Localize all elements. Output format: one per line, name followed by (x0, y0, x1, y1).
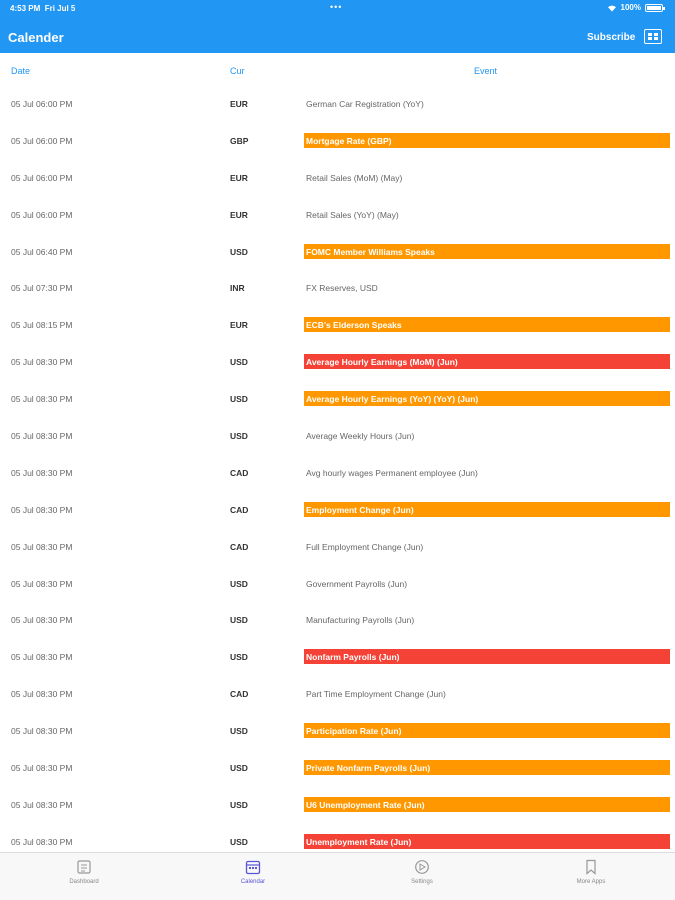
row-date: 05 Jul 07:30 PM (11, 283, 73, 294)
battery-icon (645, 4, 663, 12)
row-event: Average Weekly Hours (Jun) (306, 431, 415, 442)
table-row[interactable] (0, 122, 675, 159)
row-currency: EUR (230, 320, 248, 331)
row-event-highlight: Unemployment Rate (Jun) (304, 834, 670, 849)
tab-label: More Apps (576, 879, 606, 885)
row-currency: USD (230, 431, 248, 442)
row-event: Government Payrolls (Jun) (306, 578, 408, 589)
header-date[interactable]: Date (11, 66, 31, 76)
row-currency: CAD (230, 689, 249, 700)
row-date: 05 Jul 08:30 PM (11, 799, 73, 810)
table-row[interactable] (0, 638, 675, 675)
status-date: Fri Jul 5 (44, 4, 76, 13)
row-event: Manufacturing Payrolls (Jun) (306, 615, 415, 626)
row-currency: USD (230, 726, 248, 737)
row-date: 05 Jul 08:30 PM (11, 615, 73, 626)
table-row[interactable] (0, 565, 675, 602)
table-row[interactable] (0, 233, 675, 270)
row-event-highlight: Average Hourly Earnings (MoM) (Jun) (304, 354, 670, 369)
row-currency: USD (230, 246, 248, 257)
row-event: Avg hourly wages Permanent employee (Jun) (306, 467, 478, 478)
table-row[interactable] (0, 528, 675, 565)
row-date: 05 Jul 08:30 PM (11, 726, 73, 737)
row-date: 05 Jul 06:00 PM (11, 99, 73, 109)
row-event: Full Employment Change (Jun) (306, 541, 424, 552)
row-event: German Car Registration (YoY) (306, 99, 424, 109)
row-currency: EUR (230, 209, 248, 220)
event-list (0, 85, 675, 860)
tab-dashboard[interactable] (44, 853, 124, 900)
row-event-highlight: Employment Change (Jun) (304, 502, 670, 517)
table-row[interactable] (0, 491, 675, 528)
page-title: Calender (8, 30, 64, 45)
table-row[interactable] (0, 306, 675, 343)
calendar-add-icon[interactable] (644, 29, 662, 44)
row-currency: CAD (230, 467, 249, 478)
dashboard-icon (76, 859, 92, 875)
settings-icon (414, 859, 430, 875)
tab-more-apps[interactable] (551, 853, 631, 900)
row-currency: USD (230, 615, 248, 626)
table-row[interactable] (0, 601, 675, 638)
table-row[interactable] (0, 675, 675, 712)
row-event-highlight: ECB's Elderson Speaks (304, 317, 670, 332)
row-date: 05 Jul 08:30 PM (11, 431, 73, 442)
row-event-highlight: Private Nonfarm Payrolls (Jun) (304, 760, 670, 775)
table-row[interactable] (0, 343, 675, 380)
row-event-highlight: Average Hourly Earnings (YoY) (YoY) (Jun) (304, 391, 670, 406)
row-date: 05 Jul 08:30 PM (11, 504, 73, 515)
row-date: 05 Jul 08:30 PM (11, 541, 73, 552)
tab-label: Settings (411, 879, 433, 885)
row-currency: EUR (230, 99, 248, 109)
row-currency: USD (230, 652, 248, 663)
tab-calendar[interactable] (213, 853, 293, 900)
subscribe-button[interactable]: Subscribe (587, 32, 636, 43)
bookmark-icon (583, 859, 599, 875)
row-event: Part Time Employment Change (Jun) (306, 689, 446, 700)
row-currency: USD (230, 836, 248, 847)
row-currency: USD (230, 357, 248, 368)
table-row[interactable] (0, 269, 675, 306)
row-event-highlight: U6 Unemployment Rate (Jun) (304, 797, 670, 812)
table-row[interactable] (0, 417, 675, 454)
status-clock: 4:53 PM (10, 4, 41, 13)
row-currency: INR (230, 283, 245, 294)
row-event-highlight: Participation Rate (Jun) (304, 723, 670, 738)
status-right (607, 3, 663, 12)
row-date: 05 Jul 08:30 PM (11, 763, 73, 774)
row-date: 05 Jul 06:00 PM (11, 172, 73, 183)
row-date: 05 Jul 06:00 PM (11, 209, 73, 220)
table-row[interactable] (0, 749, 675, 786)
top-bar (0, 0, 675, 53)
row-currency: EUR (230, 172, 248, 183)
row-date: 05 Jul 06:40 PM (11, 246, 73, 257)
multitask-dots[interactable]: ••• (330, 2, 343, 12)
table-row[interactable] (0, 454, 675, 491)
row-currency: USD (230, 394, 248, 405)
tab-bar (0, 852, 675, 900)
table-row[interactable] (0, 712, 675, 749)
row-event: Retail Sales (YoY) (May) (306, 209, 399, 220)
wifi-icon (607, 4, 617, 12)
row-date: 05 Jul 08:30 PM (11, 836, 73, 847)
row-date: 05 Jul 08:30 PM (11, 689, 73, 700)
row-currency: CAD (230, 541, 249, 552)
row-event-highlight: Mortgage Rate (GBP) (304, 133, 670, 148)
status-bar (0, 0, 675, 16)
table-row[interactable] (0, 786, 675, 823)
calendar-icon (245, 859, 261, 875)
tab-settings[interactable] (382, 853, 462, 900)
tab-label: Calendar (240, 879, 266, 885)
row-currency: USD (230, 763, 248, 774)
row-event: FX Reserves, USD (306, 283, 378, 294)
table-row[interactable] (0, 380, 675, 417)
row-date: 05 Jul 08:30 PM (11, 652, 73, 663)
row-date: 05 Jul 08:30 PM (11, 578, 73, 589)
row-event-highlight: FOMC Member Williams Speaks (304, 244, 670, 259)
table-row[interactable] (0, 85, 675, 122)
row-date: 05 Jul 08:30 PM (11, 357, 73, 368)
row-date: 05 Jul 08:15 PM (11, 320, 73, 331)
column-headers (0, 66, 675, 78)
header-cur[interactable]: Cur (230, 66, 245, 76)
row-date: 05 Jul 08:30 PM (11, 467, 73, 478)
battery-percent: 100% (620, 3, 641, 12)
row-currency: USD (230, 578, 248, 589)
row-event-highlight: Nonfarm Payrolls (Jun) (304, 649, 670, 664)
header-event[interactable]: Event (474, 66, 498, 76)
row-event: Retail Sales (MoM) (May) (306, 172, 403, 183)
tab-label: Dashboard (69, 879, 99, 885)
table-row[interactable] (0, 196, 675, 233)
row-currency: GBP (230, 135, 249, 146)
row-date: 05 Jul 08:30 PM (11, 394, 73, 405)
status-time (10, 4, 75, 13)
row-currency: USD (230, 799, 248, 810)
table-row[interactable] (0, 159, 675, 196)
row-date: 05 Jul 06:00 PM (11, 135, 73, 146)
row-currency: CAD (230, 504, 249, 515)
